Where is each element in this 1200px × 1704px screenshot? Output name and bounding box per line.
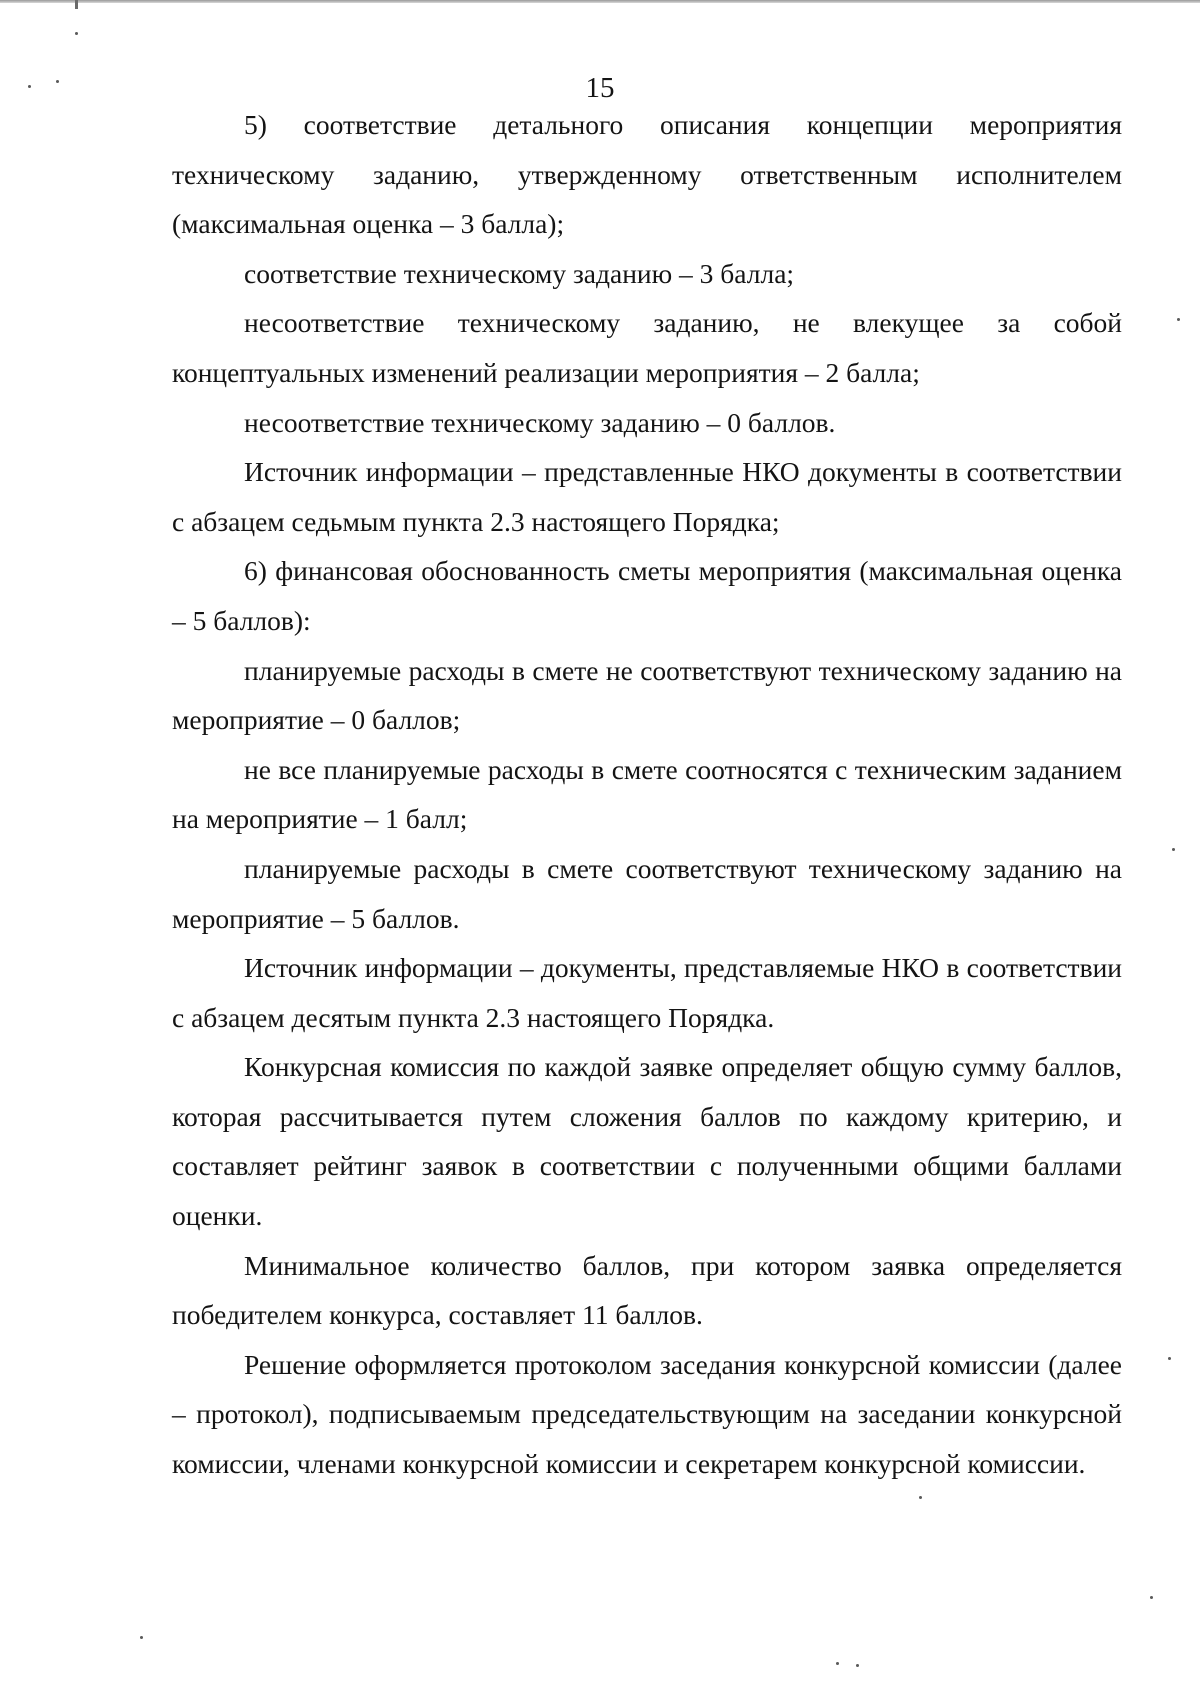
scan-speck xyxy=(919,1496,922,1499)
paragraph-score-2: несоответствие техническому заданию, не влекущее за собой концептуальных изменений реализации мероприятия – 2 балла; xyxy=(172,307,1122,388)
paragraph-score-3: соответствие техническому заданию – 3 балла; xyxy=(244,257,795,289)
paragraph-criterion-5: 5) соответствие детального описания концепции мероприятия техническому заданию, утвержденному ответственным исполнителем (максимальная оценка – 3 балла); xyxy=(172,109,1122,240)
scan-speck xyxy=(75,32,78,35)
paragraph-score-0: несоответствие техническому заданию – 0 баллов. xyxy=(244,406,836,438)
paragraph-source-6: Источник информации – документы, представляемые НКО в соответствии с абзацем десятым пункта 2.3 настоящего Порядка. xyxy=(172,952,1122,1033)
scan-speck xyxy=(1168,1357,1171,1360)
scan-speck xyxy=(1172,848,1175,851)
page-number: 15 xyxy=(585,72,615,104)
scan-speck xyxy=(28,85,31,88)
scan-edge-mark xyxy=(75,0,78,9)
paragraph-protocol: Решение оформляется протоколом заседания конкурсной комиссии (далее – протокол), подписываемым председательствующим на заседании конкурсной комиссии, членами конкурсной комиссии и секретарем конкурсной комиссии. xyxy=(172,1348,1122,1480)
paragraph-criterion-6: 6) финансовая обоснованность сметы мероприятия (максимальная оценка – 5 баллов): xyxy=(172,555,1122,636)
paragraph-source-5: Источник информации – представленные НКО документы в соответствии с абзацем седьмым пункта 2.3 настоящего Порядка; xyxy=(172,456,1122,537)
paragraph-minimum-score: Минимальное количество баллов, при котором заявка определяется победителем конкурса, составляет 11 баллов. xyxy=(172,1249,1122,1331)
scan-speck xyxy=(56,80,59,83)
paragraph-expenses-0: планируемые расходы в смете не соответствуют техническому заданию на мероприятие – 0 баллов; xyxy=(172,654,1122,736)
scan-speck xyxy=(1177,318,1180,321)
paragraph-expenses-1: не все планируемые расходы в смете соотносятся с техническим заданием на мероприятие – 1 балл; xyxy=(172,753,1122,835)
scan-speck xyxy=(140,1636,143,1639)
scan-top-edge xyxy=(0,0,1200,3)
scan-speck xyxy=(856,1664,859,1667)
paragraph-rating: Конкурсная комиссия по каждой заявке определяет общую сумму баллов, которая рассчитывается путем сложения баллов по каждому критерию, и составляет рейтинг заявок в соответствии с полученными общими баллами оценки. xyxy=(172,1051,1122,1232)
document-body xyxy=(172,100,1122,1489)
paragraph-expenses-5: планируемые расходы в смете соответствуют техническому заданию на мероприятие – 5 баллов. xyxy=(172,852,1122,934)
scan-speck xyxy=(836,1662,839,1665)
scan-speck xyxy=(1150,1596,1153,1599)
